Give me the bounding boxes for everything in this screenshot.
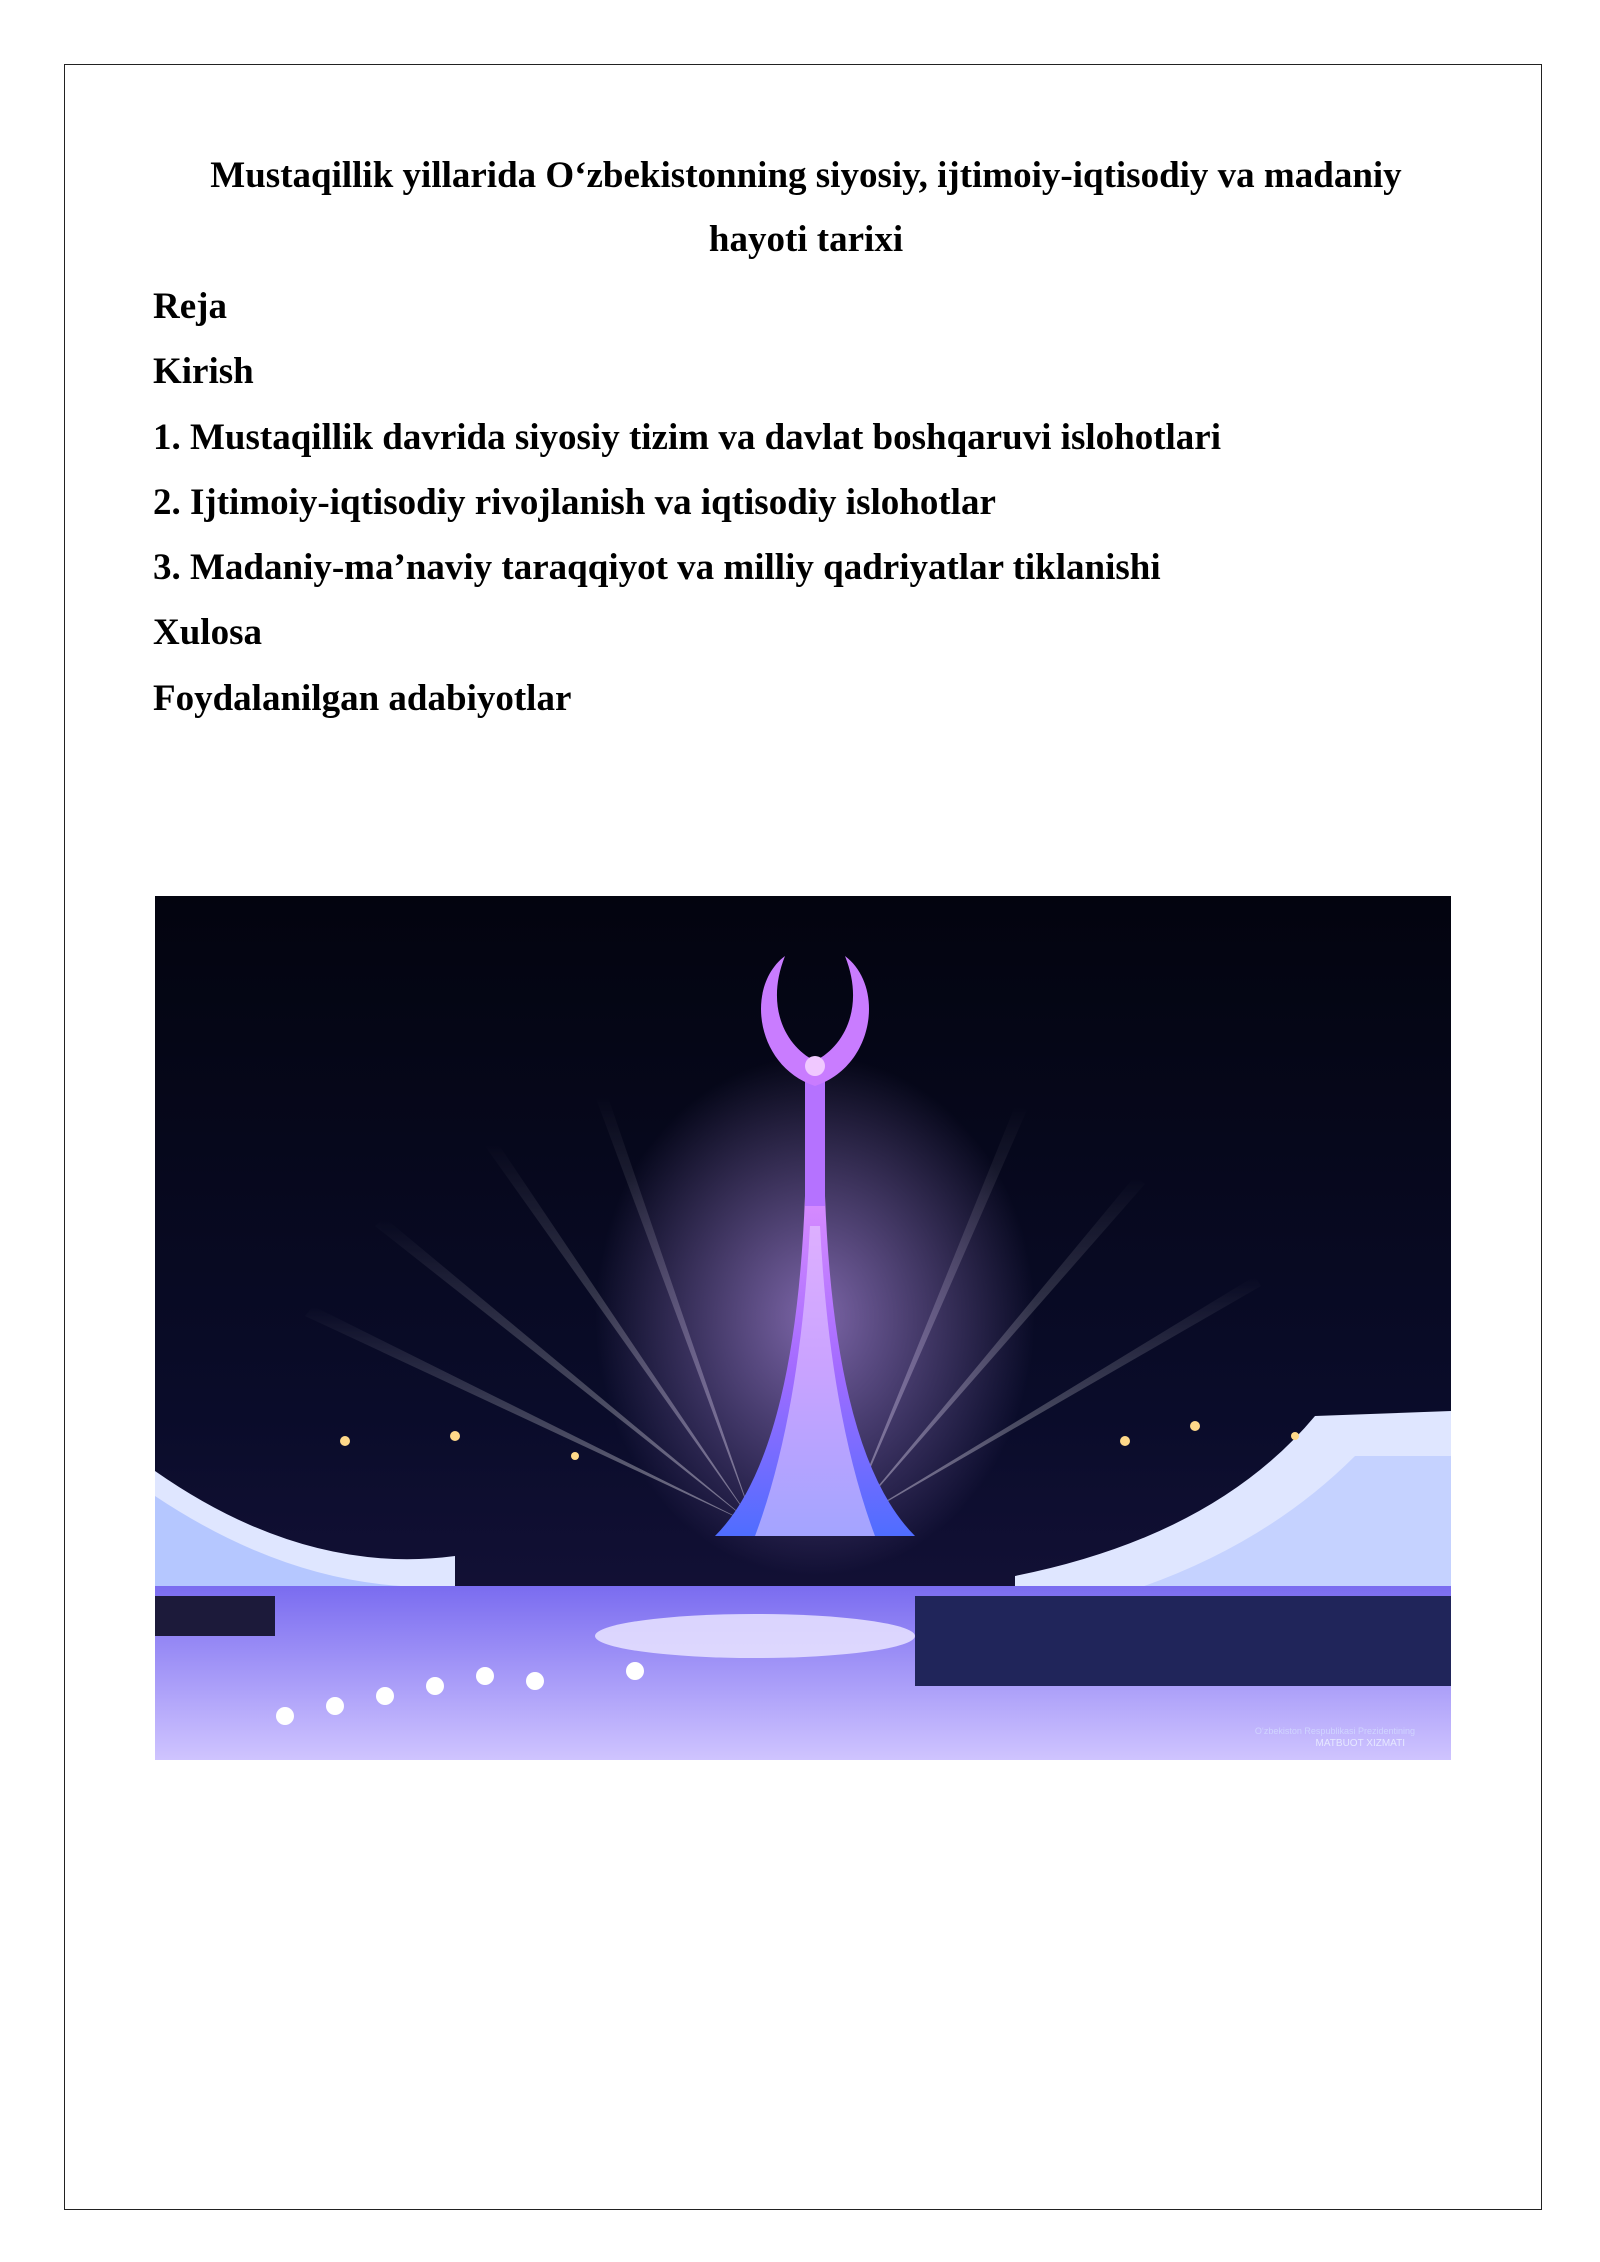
- plan-list: [153, 274, 1221, 731]
- plan-heading: Reja: [153, 286, 227, 327]
- watermark-line-2: MATBUOT XIZMATI: [1315, 1738, 1405, 1749]
- plan-item-1: 1. Mustaqillik davrida siyosiy tizim va davlat boshqaruvi islohotlari: [153, 416, 1222, 458]
- plan-item-2: 2. Ijtimoiy-iqtisodiy rivojlanish va iqtisodiy islohotlar: [153, 481, 996, 523]
- title-line-1: Mustaqillik yillarida O‘zbekistonning siyosiy, ijtimoiy-iqtisodiy va madaniy: [210, 155, 1402, 196]
- plan-item-introduction: Kirish: [153, 351, 254, 393]
- title-line-2: hayoti tarixi: [708, 219, 904, 260]
- audience-right: [915, 1596, 1451, 1686]
- plan-item-conclusion: Xulosa: [153, 612, 262, 654]
- document-title: [140, 144, 1472, 272]
- plan-item-references: Foydalanilgan adabiyotlar: [153, 677, 572, 719]
- plan-item-3: 3. Madaniy-ma’naviy taraqqiyot va milliy qadriyatlar tiklanishi: [153, 547, 1161, 589]
- audience-left: [155, 1596, 275, 1636]
- watermark-line-1: O‘zbekiston Respublikasi Prezidentining: [1254, 1726, 1415, 1736]
- independence-monument-photo: [155, 896, 1451, 1760]
